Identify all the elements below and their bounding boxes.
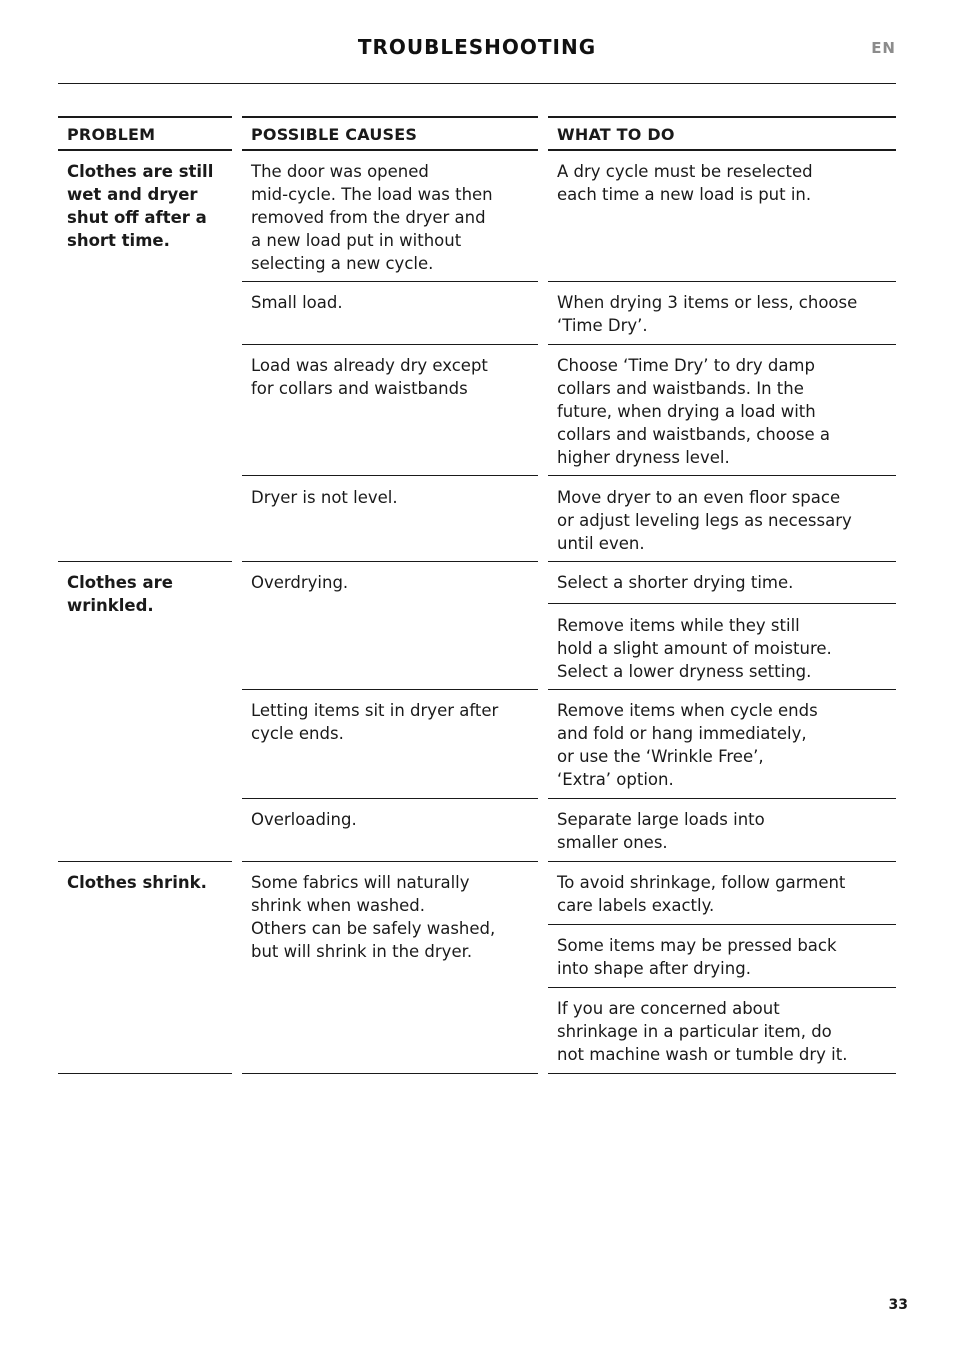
cause-cell: Overloading. [251, 810, 357, 829]
row-divider [58, 861, 232, 862]
table-top-rule [58, 116, 232, 118]
problem-cell: Clothes are wrinkled. [67, 573, 173, 615]
action-cell: Select a shorter drying time. [557, 573, 794, 592]
action-cell: When drying 3 items or less, choose ‘Time Dry’. [557, 293, 858, 335]
row-divider [548, 1073, 896, 1074]
header-bottom-rule [242, 149, 538, 151]
row-divider [548, 987, 896, 988]
cause-cell: Load was already dry except for collars and waistbands [251, 356, 488, 398]
row-divider [548, 861, 896, 862]
header-what-to-do: WHAT TO DO [557, 125, 675, 144]
row-divider [242, 475, 538, 476]
header-bottom-rule [548, 149, 896, 151]
problem-cell: Clothes shrink. [67, 873, 207, 892]
action-cell: To avoid shrinkage, follow garment care labels exactly. [557, 873, 846, 915]
row-divider [242, 861, 538, 862]
action-cell: Some items may be pressed back into shape after drying. [557, 936, 837, 978]
row-divider [242, 344, 538, 345]
row-divider [242, 281, 538, 282]
row-divider [548, 689, 896, 690]
row-divider [58, 561, 232, 562]
action-cell: Remove items when cycle ends and fold or hang immediately, or use the ‘Wrinkle Free’, ‘Extra’ option. [557, 701, 818, 789]
header-bottom-rule [58, 149, 232, 151]
action-cell: Move dryer to an even floor space or adjust leveling legs as necessary until even. [557, 488, 852, 553]
title-divider [58, 83, 896, 84]
row-divider [548, 561, 896, 562]
row-divider [242, 561, 538, 562]
row-divider [548, 924, 896, 925]
row-divider [548, 281, 896, 282]
row-divider [242, 1073, 538, 1074]
row-divider [242, 798, 538, 799]
header-problem: PROBLEM [67, 125, 156, 144]
cause-cell: Overdrying. [251, 573, 349, 592]
row-divider [548, 603, 896, 604]
row-divider [548, 344, 896, 345]
action-cell: Remove items while they still hold a slight amount of moisture. Select a lower dryness setting. [557, 616, 832, 681]
row-divider [58, 1073, 232, 1074]
action-cell: A dry cycle must be reselected each time a new load is put in. [557, 162, 813, 204]
cause-cell: The door was opened mid-cycle. The load was then removed from the dryer and a new load put in without selecting a new cycle. [251, 162, 493, 273]
row-divider [548, 798, 896, 799]
action-cell: Choose ‘Time Dry’ to dry damp collars and waistbands. In the future, when drying a load with collars and waistbands, choose a higher dryness level. [557, 356, 831, 467]
cause-cell: Some fabrics will naturally shrink when washed. Others can be safely washed, but will shrink in the dryer. [251, 873, 496, 961]
page-number: 33 [888, 1297, 908, 1313]
table-top-rule [548, 116, 896, 118]
action-cell: If you are concerned about shrinkage in a particular item, do not machine wash or tumble dry it. [557, 999, 848, 1064]
row-divider [242, 689, 538, 690]
page-title: TROUBLESHOOTING [357, 35, 597, 59]
problem-cell: Clothes are still wet and dryer shut off after a short time. [67, 162, 214, 250]
cause-cell: Small load. [251, 293, 343, 312]
cause-cell: Letting items sit in dryer after cycle ends. [251, 701, 499, 743]
header-possible-causes: POSSIBLE CAUSES [251, 125, 418, 144]
row-divider [548, 475, 896, 476]
language-code: EN [871, 39, 896, 57]
cause-cell: Dryer is not level. [251, 488, 398, 507]
action-cell: Separate large loads into smaller ones. [557, 810, 765, 852]
table-top-rule [242, 116, 538, 118]
